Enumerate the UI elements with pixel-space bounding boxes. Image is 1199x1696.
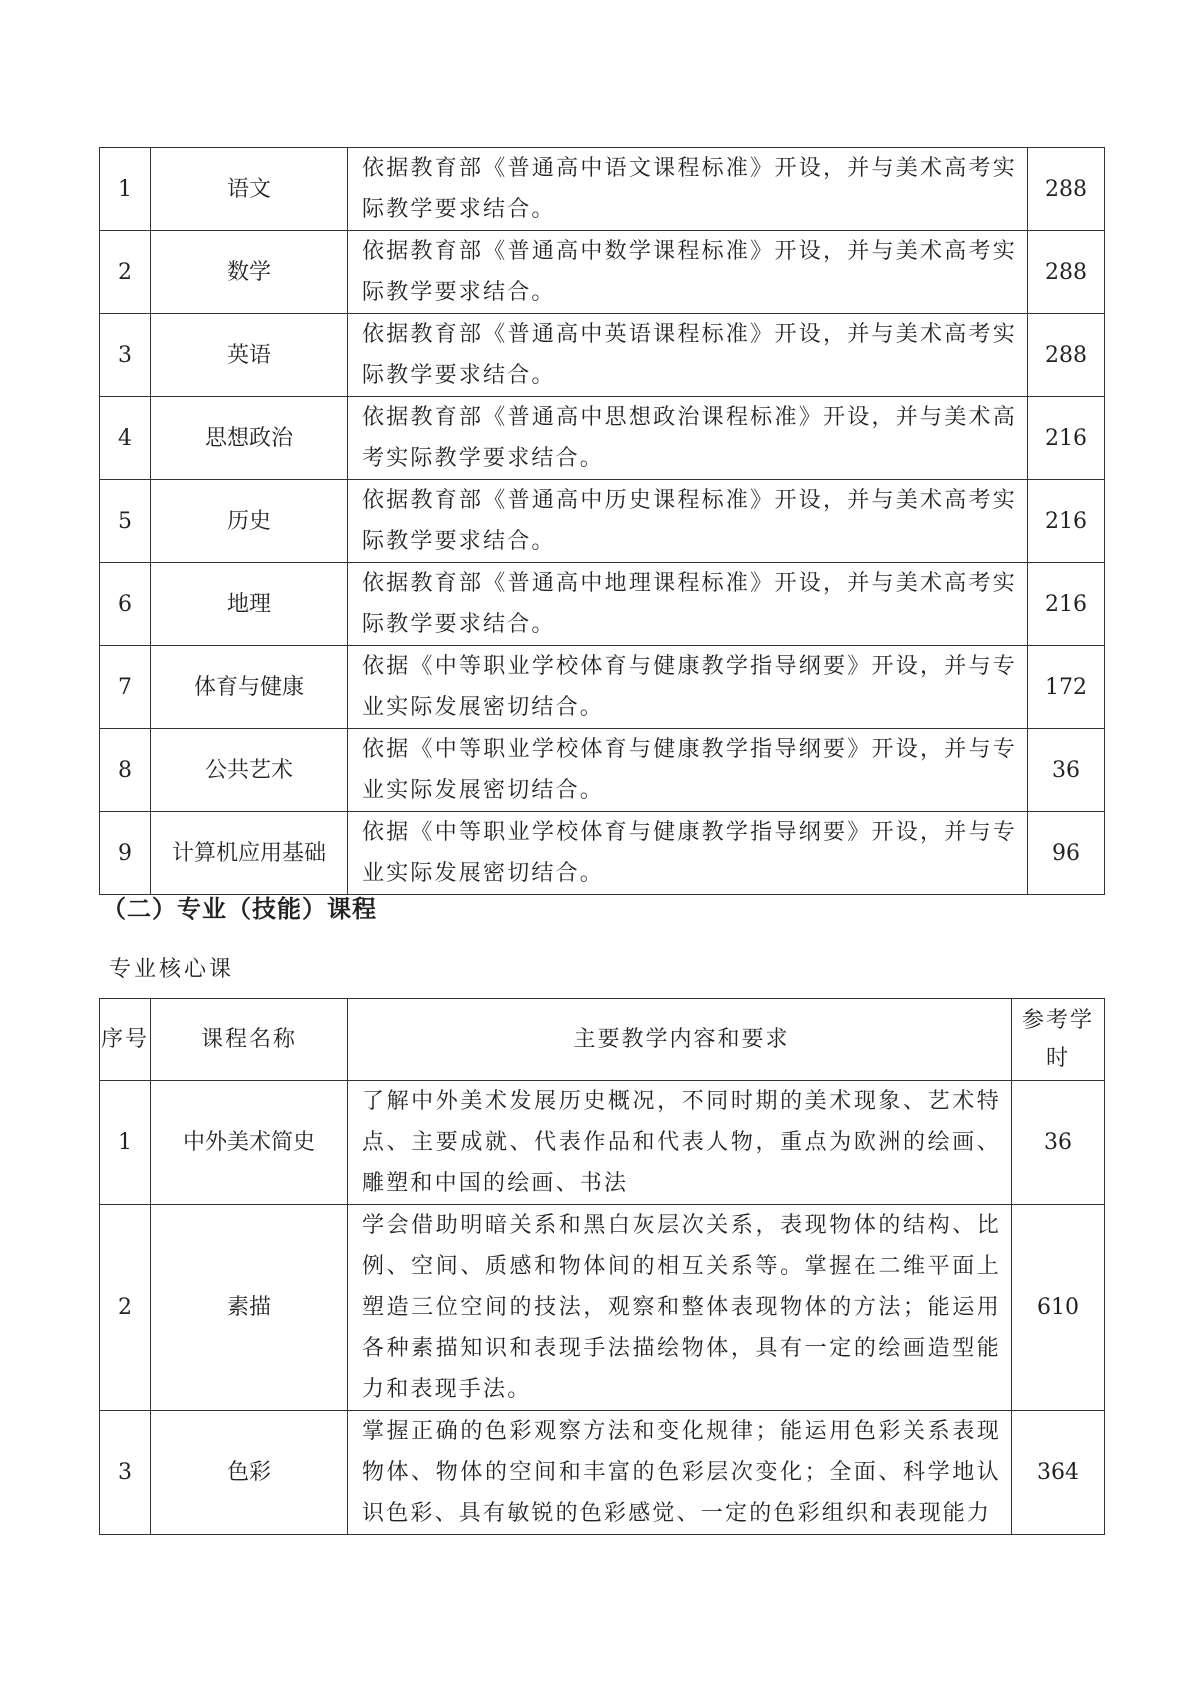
course-description: 依据教育部《普通高中历史课程标准》开设，并与美术高考实际教学要求结合。 xyxy=(348,480,1028,563)
course-hours: 172 xyxy=(1028,646,1105,729)
table-row xyxy=(100,646,1105,729)
course-name: 素描 xyxy=(151,1205,348,1411)
course-hours: 288 xyxy=(1028,148,1105,231)
course-name: 英语 xyxy=(151,314,348,397)
course-number: 3 xyxy=(100,1411,151,1535)
table-row xyxy=(100,1081,1105,1205)
course-description: 依据教育部《普通高中数学课程标准》开设，并与美术高考实际教学要求结合。 xyxy=(348,231,1028,314)
course-number: 7 xyxy=(100,646,151,729)
column-header-name: 课程名称 xyxy=(151,999,348,1081)
course-name: 中外美术简史 xyxy=(151,1081,348,1205)
course-name: 地理 xyxy=(151,563,348,646)
course-number: 3 xyxy=(100,314,151,397)
course-hours: 216 xyxy=(1028,397,1105,480)
course-description: 掌握正确的色彩观察方法和变化规律；能运用色彩关系表现物体、物体的空间和丰富的色彩层次变化；全面、科学地认识色彩、具有敏锐的色彩感觉、一定的色彩组织和表现能力 xyxy=(348,1411,1012,1535)
course-hours: 610 xyxy=(1012,1205,1105,1411)
course-description: 依据教育部《普通高中语文课程标准》开设，并与美术高考实际教学要求结合。 xyxy=(348,148,1028,231)
course-number: 2 xyxy=(100,231,151,314)
course-name: 公共艺术 xyxy=(151,729,348,812)
column-header-description: 主要教学内容和要求 xyxy=(348,999,1012,1081)
course-number: 8 xyxy=(100,729,151,812)
table-row xyxy=(100,231,1105,314)
course-description: 依据《中等职业学校体育与健康教学指导纲要》开设，并与专业实际发展密切结合。 xyxy=(348,729,1028,812)
course-hours: 96 xyxy=(1028,812,1105,895)
table-row xyxy=(100,480,1105,563)
section-heading: （二）专业（技能）课程 xyxy=(102,895,377,923)
course-hours: 36 xyxy=(1028,729,1105,812)
course-number: 1 xyxy=(100,1081,151,1205)
table-row xyxy=(100,1411,1105,1535)
sub-heading: 专业核心课 xyxy=(109,957,235,982)
course-hours: 36 xyxy=(1012,1081,1105,1205)
course-description: 了解中外美术发展历史概况，不同时期的美术现象、艺术特点、主要成就、代表作品和代表人物，重点为欧洲的绘画、雕塑和中国的绘画、书法 xyxy=(348,1081,1012,1205)
table-row xyxy=(100,1205,1105,1411)
table-header-row xyxy=(100,999,1105,1081)
course-description: 依据教育部《普通高中地理课程标准》开设，并与美术高考实际教学要求结合。 xyxy=(348,563,1028,646)
course-description: 依据《中等职业学校体育与健康教学指导纲要》开设，并与专业实际发展密切结合。 xyxy=(348,646,1028,729)
course-name: 计算机应用基础 xyxy=(151,812,348,895)
course-name: 色彩 xyxy=(151,1411,348,1535)
public-course-table xyxy=(99,147,1105,895)
course-description: 学会借助明暗关系和黑白灰层次关系，表现物体的结构、比例、空间、质感和物体间的相互关系等。掌握在二维平面上塑造三位空间的技法，观察和整体表现物体的方法；能运用各种素描知识和表现手法描绘物体，具有一定的绘画造型能力和表现手法。 xyxy=(348,1205,1012,1411)
table-row xyxy=(100,563,1105,646)
table-row xyxy=(100,729,1105,812)
course-hours: 216 xyxy=(1028,563,1105,646)
course-number: 4 xyxy=(100,397,151,480)
course-name: 语文 xyxy=(151,148,348,231)
column-header-number: 序号 xyxy=(100,999,151,1081)
course-name: 数学 xyxy=(151,231,348,314)
course-hours: 288 xyxy=(1028,231,1105,314)
course-number: 6 xyxy=(100,563,151,646)
course-description: 依据教育部《普通高中思想政治课程标准》开设，并与美术高考实际教学要求结合。 xyxy=(348,397,1028,480)
course-description: 依据《中等职业学校体育与健康教学指导纲要》开设，并与专业实际发展密切结合。 xyxy=(348,812,1028,895)
table-row xyxy=(100,148,1105,231)
table-row xyxy=(100,397,1105,480)
course-number: 9 xyxy=(100,812,151,895)
course-hours: 364 xyxy=(1012,1411,1105,1535)
table-row xyxy=(100,812,1105,895)
course-number: 5 xyxy=(100,480,151,563)
core-course-table xyxy=(99,998,1105,1535)
course-description: 依据教育部《普通高中英语课程标准》开设，并与美术高考实际教学要求结合。 xyxy=(348,314,1028,397)
course-name: 历史 xyxy=(151,480,348,563)
course-name: 思想政治 xyxy=(151,397,348,480)
course-name: 体育与健康 xyxy=(151,646,348,729)
course-number: 2 xyxy=(100,1205,151,1411)
course-hours: 216 xyxy=(1028,480,1105,563)
column-header-hours: 参考学时 xyxy=(1012,999,1105,1081)
course-hours: 288 xyxy=(1028,314,1105,397)
table-row xyxy=(100,314,1105,397)
course-number: 1 xyxy=(100,148,151,231)
